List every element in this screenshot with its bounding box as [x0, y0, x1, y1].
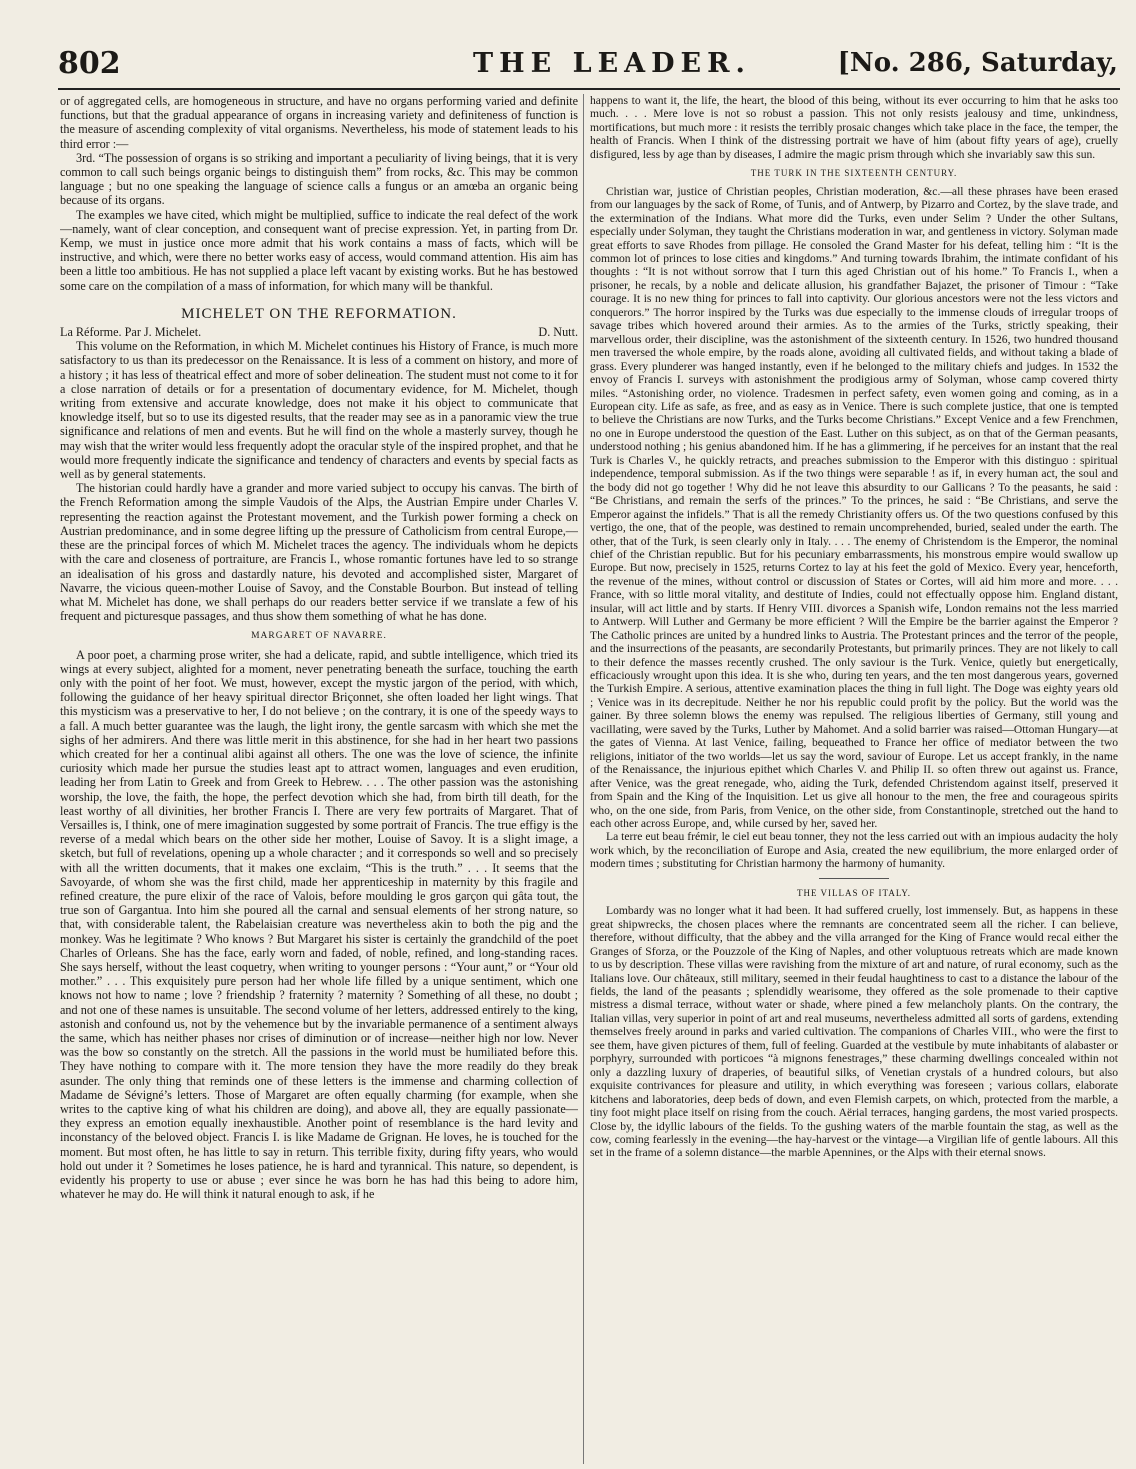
- left-column: [60, 94, 578, 1464]
- turk-subtitle: THE TURK IN THE SIXTEENTH CENTURY.: [750, 168, 958, 179]
- byline-book: La Réforme. Par J. Michelet.: [60, 325, 202, 340]
- header-rule: [58, 88, 1120, 90]
- intro-paragraph: or of aggregated cells, are homogeneous in structure, and have no organs performing varied and definite functions, but that the gradual appearance of organs in increasing variety and definiteness of function is the measure of ascending complexity of vital organisms. Nevertheless, his mode of statement leads to his third error :—: [60, 94, 578, 151]
- michelet-paragraph-2: The historian could hardly have a grander and more varied subject to occupy his canvas. The birth of the French Reformation among the simple Vaudois of the Alps, the Austrian Empire under Charles V. representing the reaction against the Protestant movement, and the Turkish power forming a check on Austrian predominance, and in some degree lifting up the pressure of Catholicism from central Europe,—these are the principal forces of which M. Michelet traces the agency. The individuals whom he depicts with the care and closeness of portraiture, are Francis I., whose romantic fortunes have led to so strange an idealisation of his gross and dastardly nature, his devoted and accomplished sister, Margaret of Navarre, the vicious queen-mother Louise of Savoy, and the Constable Bourbon. But instead of telling what M. Michelet has done, we shall perhaps do our readers better service if we translate a few of his frequent and picturesque passages, and thus show them something of what he has done.: [60, 481, 578, 624]
- examples-paragraph: The examples we have cited, which might be multiplied, suffice to indicate the real defect of the work—namely, want of clear conception, and consequent want of precise expression. Yet, in parting from Dr. Kemp, we must in justice once more admit that his work contains a mass of facts, which will be instructive, and which, were there no better works easy of access, would command attention. His aim has been a little too ambitious. He has not supplied a place left vacant by existing works. But he has bestowed some care on the compilation of a mass of information, for which many will be thankful.: [60, 207, 578, 293]
- turk-paragraph-1: Christian war, justice of Christian peoples, Christian moderation, &c.—all these phrases have been erased from our languages by the sack of Rome, of Tunis, and of Antwerp, by Pizarro and Cortez, by the slave trade, and the extermination of the Indians. What more did the Turks, even under Selim ? Under the other Sultans, especially under Solyman, they taught the Christians moderation in war, and gentleness in victory. Solyman made great efforts to save Rhodes from pillage. He consoled the Grand Master for his defeat, telling him : “It is the common lot of princes to lose cities and kingdoms.” And turning towards Ibrahim, the intimate confidant of his thoughts : “It is not without sorrow that I turn this aged Christian out of his home.” To Francis I., when a prisoner, he recals, by a noble and delicate allusion, his grandfather Bajazet, the prisoner of Timour : “Take courage. It is no new thing for princes to fall into captivity. Our glorious ancestors were not the less victors and conquerors.” The horror inspired by the Turks was due especially to the immense clouds of irregular troops of savage tribes which hovered around their armies. As to the armies of the Turks, strictly speaking, their marvellous order, their discipline, was the astonishment of the sixteenth century. In 1526, two hundred thousand men traversed the whole empire, by the roads alone, avoiding all cultivated fields, and without taking a blade of grass. Every plunderer was hanged instantly, even if he belonged to the military chiefs and judges. In 1532 the envoy of Francis I. surveys with astonishment the prodigious army of Solyman, whose camp covered thirty miles. “Astonishing order, no violence. Tradesmen in perfect safety, even women going and coming, as in a European city. Life as safe, as free, and as easy as in Venice. There is such complete justice, that one is tempted to believe the Christians are now Turks, and the Turks become Christians.” Except Venice and a few Frenchmen, no one in Europe understood the question of the East. Luther on this subject, as on that of the German peasants, understood nothing ; his genius abandoned him. If he has a glimmering, if he perceives for an instant that the real Turk is Charles V., he quickly retracts, and preaches submission to the Emperor with this distinguo : spiritual independence, temporal submission. As if the two things were separable ! as if, in every human act, the soul and the body did not go together ! Why did he not leave this absurdity to our Gallicans ? To the peasants, he said : “Be Christians, and remain the serfs of the princes.” To the princes, he said : “Be Christians, and serve the Emperor against the infidels.” That is all the remedy Christianity offers us. Of the two questions confused by this vertigo, the one, that of the people, was destined to remain uncomprehended, buried, sealed under the earth. The other, that of the Turk, is seen clearly only in Italy. . . . The enemy of Christendom is the Emperor, the nominal chief of the Christian republic. But for his pecuniary embarrassments, his monstrous empire would swallow up Europe. But now, precisely in 1525, returns Cortez to lay at his feet the gold of Mexico. Every year, henceforth, the revenue of the mines, without control or discussion of States or Cortes, will aid him more and more. . . . France, with so little moral vitality, and destitute of Indies, could not effectually oppose him. England distant, insular, will act little and by starts. If Henry VIII. divorces a Spanish wife, London remains not the less married to Antwerp. Will Luther and Germany be more efficient ? Will the Empire be the barrier against the Emperor ? The Catholic princes are united by a hundred links to Austria. The Protestant princes and the terror of the people, and the insurrections of the peasants, are secondarily Protestants, but primarily princes. They are not likely to call to their defence the masses recently crushed. The only saviour is the Turk. Venice, quietly but energetically, efficaciously wrought upon this idea. It is she who, during ten years, and the ten most dangerous years, governed the Turkish Empire. A serious, attentive examination places the thing in full light. The Doge was eighty years old ; Venice was in its decrepitude. Neither he nor his republic could profit by the policy. But the world was the gainer. By three solemn blows the enemy was repulsed. The religious liberties of Germany, still young and vacillating, were saved by the Turks, Luther by Mahomet. And a solid barrier was raised—Ottoman Hungary—at the gates of Vienna. At last Venice, failing, bequeathed to France her office of mediator between the two religions, initiator of the two worlds—let us say the word, saviour of Europe. Let us accept frankly, in the name of the Renaissance, the injurious epithet which Charles V. and Philip II. so often threw out against us. France, after Venice, was the great renegade, who, aiding the Turk, defended Christendom against itself, preserved it from Spain and the King of the Inquisition. Let us give all honour to the men, the free and courageous spirits who, on the one side, from Paris, from Venice, on the other side, from Constantinople, stretched out the hand to each other across Europe, and, while cursed by her, saved her.: [590, 184, 1118, 831]
- turk-paragraph-2: La terre eut beau frémir, le ciel eut beau tonner, they not the less carried out with an impious audacity the holy work which, by the reconciliation of Europe and Asia, created the new equilibrium, the more enlarged order of modern times ; substituting for Christian harmony the harmony of humanity.: [590, 830, 1118, 871]
- villas-subtitle: THE VILLAS OF ITALY.: [796, 887, 912, 898]
- byline-publisher: D. Nutt.: [538, 325, 578, 340]
- issue-label: [No. 286, Saturday,: [837, 48, 1118, 78]
- michelet-section-title: MICHELET ON THE REFORMATION.: [181, 305, 457, 322]
- right-column: [590, 94, 1118, 1464]
- column-divider: [583, 94, 584, 1464]
- villas-paragraph: Lombardy was no longer what it had been. It had suffered cruelly, lost immensely. But, as happens in these great shipwrecks, the chosen places where the remnants are concentrated seem all the richer. I can believe, therefore, without difficulty, that the abbey and the villa arranged for the King of France would recal either the Granges of Sforza, or the Pouzzole of the King of Naples, and other voluptuous retreats which are made known to us by description. These villas were ravishing from the mixture of art and nature, of rural economy, such as the Italians love. Our châteaux, still military, seemed in their feudal haughtiness to cast to a distance the labour of the fields, the land of the peasants ; splendidly wearisome, they offered as the sole promenade to their captive mistress a dismal terrace, without water or shade, where pined a few melancholy plants. On the contrary, the Italian villas, very superior in point of art and real museums, nevertheless admitted all sorts of gardens, extending themselves freely around in parks and varied cultivation. The companions of Charles VIII., who were the first to see them, have given pictures of them, full of feeling. Guarded at the vestibule by mute inhabitants of alabaster or porphyry, surrounded with porticoes “à mignons fenestrages,” these charming dwellings concealed within not only a dazzling luxury of draperies, of beautiful silks, of Venetian crystals of a hundred colours, but also exquisite contrivances for pleasure and utility, in which everything was foreseen ; various collars, elaborate kitchens and laboratories, deep beds of down, and even Flemish carpets, on which, protected from the marble, a tiny foot might place itself on rising from the couch. Aërial terraces, hanging gardens, the most varied prospects. Close by, the idyllic labours of the fields. To the gushing waters of the marble fountain the stag, as well as the cow, coming fearlessly in the evening—the hay-harvest or the vintage—a Virgilian life of gentle labours. All this set in the frame of a solemn distance—the marble Apennines, or the Alps with their eternal snows.: [590, 904, 1118, 1160]
- third-error-paragraph: 3rd. “The possession of organs is so striking and important a peculiarity of living beings, that it is very common to call such beings organic beings to distinguish them” from rocks, &c. This may be common language ; but no one speaking the language of science calls a fungus or an amœba an organic being because of its organs.: [60, 150, 578, 208]
- margaret-subtitle: MARGARET OF NAVARRE.: [251, 631, 387, 642]
- section-rule: [819, 878, 889, 879]
- page-number: 802: [58, 46, 121, 81]
- michelet-paragraph-1: This volume on the Reformation, in which M. Michelet continues his History of France, is much more satisfactory to us than its predecessor on the Renaissance. It is less of a comment on history, and more of a history ; it has less of theatrical effect and more of sober delineation. The student must not come to it for a close narration of details or for a presentation of documentary evidence, for M. Michelet, though writing from extensive and accurate knowledge, does not make it his object to communicate that knowledge itself, but so to use its digested results, that the reader may see as in a panoramic view the true significance and relations of men and events. But he will find on the whole a masterly survey, though he may wish that the writer would less frequently adopt the oracular style of the inspired prophet, and that he would more frequently indicate the significance and tendency of characters and events by special facts as well as by general statements.: [60, 339, 578, 482]
- michelet-byline: [60, 325, 578, 339]
- margaret-continued-paragraph: happens to want it, the life, the heart, the blood of this being, without its ever occurring to him that he asks too much. . . . Mere love is not so robust a passion. This not only resists jealousy and time, unkindness, mortifications, but much more : it resists the terribly prosaic changes which take place in the face, the temper, the health of Francis. When I think of the distressing portrait we have of him (about fifty years of age), cruelly disfigured, less by age than by diseases, I admire the magic prism through which she invariably saw this sun.: [590, 94, 1118, 161]
- page-header: [58, 46, 1118, 82]
- masthead-title: THE LEADER.: [473, 48, 751, 79]
- margaret-paragraph: A poor poet, a charming prose writer, she had a delicate, rapid, and subtle intelligence, which tried its wings at every subject, alighted for a moment, never penetrating beneath the surface, touching the earth only with the point of her foot. We must, however, except the mystic jargon of the period, with which, following the guidance of her heavy spiritual director Briçonnet, she often loaded her light wings. That this mysticism was a preservative to her, I do not believe ; on the contrary, it is one of the speedy ways to a fall. A much better guarantee was the laugh, the light irony, the gentle sarcasm with which she met the sighs of her admirers. And there was little merit in this abstinence, for she had in her heart two passions which created for her a continual alibi against all others. The one was the love of science, the infinite curiosity which made her pursue the studies least apt to attract women, languages and even erudition, leading her from Latin to Greek and from Greek to Hebrew. . . . The other passion was the astonishing worship, the love, the faith, the hope, the perfect devotion which she had, from birth till death, for the least worthy of all divinities, her brother Francis I. There are very few portraits of Margaret. That of Versailles is, I think, one of mere imagination suggested by some portrait of Francis. The true effigy is the reverse of a medal which bears on the other side her mother, Louise of Savoy. It is a slight image, a sketch, but full of revelations, opening up a whole character ; and it corresponds so well and so precisely with all the written documents, that it makes one exclaim, “This is the truth.” . . . It seems that the Savoyarde, of whom she was the first child, made her apprenticeship in maternity by this fragile and refined creature, the pure elixir of the race of Valois, before moulding le gros garçon qui gâta tout, the true son of Gargantua. Into him she poured all the carnal and sensual elements of her strong nature, so that, with considerable talent, the Rabelaisian creature was nevertheless akin to both the pig and the monkey. Was he legitimate ? Who knows ? But Margaret his sister is certainly the grandchild of the poet Charles of Orleans. She has the face, early worn and faded, of noble, refined, and long-standing races. She says herself, without the least coquetry, when writing to younger persons : “Your aunt,” or “Your old mother.” . . . This exquisitely pure person had her whole life filled by a unique sentiment, which one knows not how to name ; love ? friendship ? fraternity ? maternity ? Something of all these, no doubt ; and not one of these names is unsuitable. The second volume of her letters, addressed entirely to the king, astonish and confound us, not by the vehemence but by the invariable permanence of a sentiment always the same, which has neither phases nor crises of diminution or of increase—neither high nor low. Never was the bow so constantly on the stretch. All the passions in the world must be humiliated before this. They have nothing to compare with it. The more tension they have the more readily do they break asunder. The only thing that reminds one of these letters is the immense and charming collection of Madame de Sévigné’s letters. Those of Margaret are often equally charming (for example, when she writes to the captive king of what his children are doing), and above all, they are equally passionate—they express an emotion equally inexhaustible. Another point of resemblance is the hard levity and inconstancy of the beloved object. Francis I. is like Madame de Grignan. He loves, he is touched for the moment. But most often, he has little to say in return. This terrible fixity, during fifty years, who would hold out under it ? Sometimes he loses patience, he is hard and tyrannical. This nature, so dependent, is evidently his property to use or abuse ; ever since he was born he has had this being to adore him, whatever he may do. He will think it natural enough to ask, if he: [60, 647, 578, 1202]
